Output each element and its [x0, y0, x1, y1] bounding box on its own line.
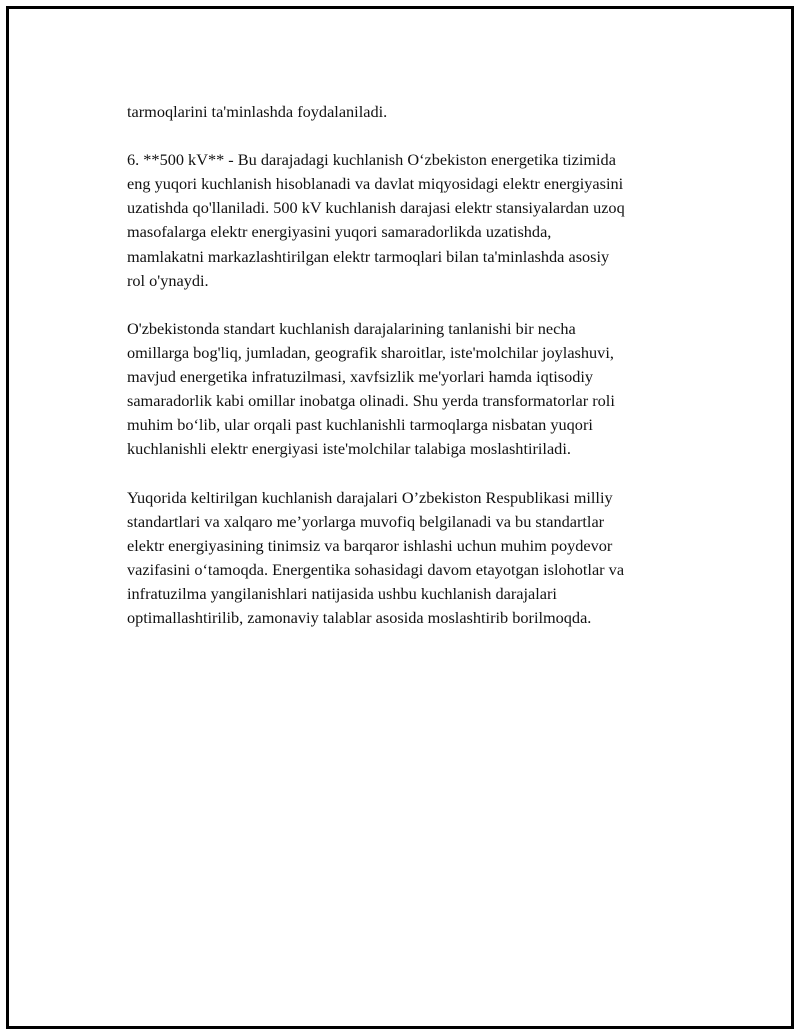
paragraph-standard-selection [127, 317, 697, 462]
text-line: omillarga bog'liq, jumladan, geografik sharoitlar, iste'molchilar joylashuvi, [127, 342, 614, 362]
text-line: rol o'ynaydi. [127, 270, 209, 290]
text-line: mavjud energetika infratuzilmasi, xavfsizlik me'yorlari hamda iqtisodiy [127, 367, 594, 387]
text-line: elektr energiyasining tinimsiz va barqaror ishlashi uchun muhim poydevor [127, 535, 613, 555]
text-line: standartlari va xalqaro me’yorlarga muvofiq belgilanadi va bu standartlar [127, 511, 605, 531]
text-line: tarmoqlarini ta'minlashda foydalaniladi. [127, 102, 388, 121]
text-line: samaradorlik kabi omillar inobatga olinadi. Shu yerda transformatorlar roli [127, 391, 615, 411]
text-line: Yuqorida keltirilgan kuchlanish darajalari O’zbekiston Respublikasi milliy [127, 487, 613, 507]
text-line: vazifasini o‘tamoqda. Energentika sohasidagi davom etayotgan islohotlar va [127, 559, 625, 579]
paragraph-continuation [127, 100, 697, 124]
text-line: masofalarga elektr energiyasini yuqori samaradorlikda uzatishda, [127, 222, 552, 242]
text-line: optimallashtirilib, zamonaviy talablar asosida moslashtirib borilmoqda. [127, 607, 592, 627]
text-line: uzatishda qo'llaniladi. 500 kV kuchlanish darajasi elektr stansiyalardan uzoq [127, 198, 625, 218]
text-line: infratuzilma yangilanishlari natijasida ushbu kuchlanish darajalari [127, 583, 557, 603]
text-line: muhim bo‘lib, ular orqali past kuchlanishli tarmoqlarga nisbatan yuqori [127, 415, 593, 435]
text-line: kuchlanishli elektr energiyasi iste'molchilar talabiga moslashtiriladi. [127, 439, 571, 459]
text-line: 6. **500 kV** - Bu darajadagi kuchlanish O‘zbekiston energetika tizimida [127, 150, 616, 170]
page-border [6, 6, 794, 1029]
text-line: eng yuqori kuchlanish hisoblanadi va davlat miqyosidagi elektr energiyasini [127, 174, 624, 194]
document-body [127, 100, 697, 654]
text-line: mamlakatni markazlashtirilgan elektr tarmoqlari bilan ta'minlashda asosiy [127, 246, 610, 266]
paragraph-conclusion [127, 486, 697, 631]
paragraph-500kv [127, 148, 697, 293]
text-line: O'zbekistonda standart kuchlanish darajalarining tanlanishi bir necha [127, 318, 576, 338]
